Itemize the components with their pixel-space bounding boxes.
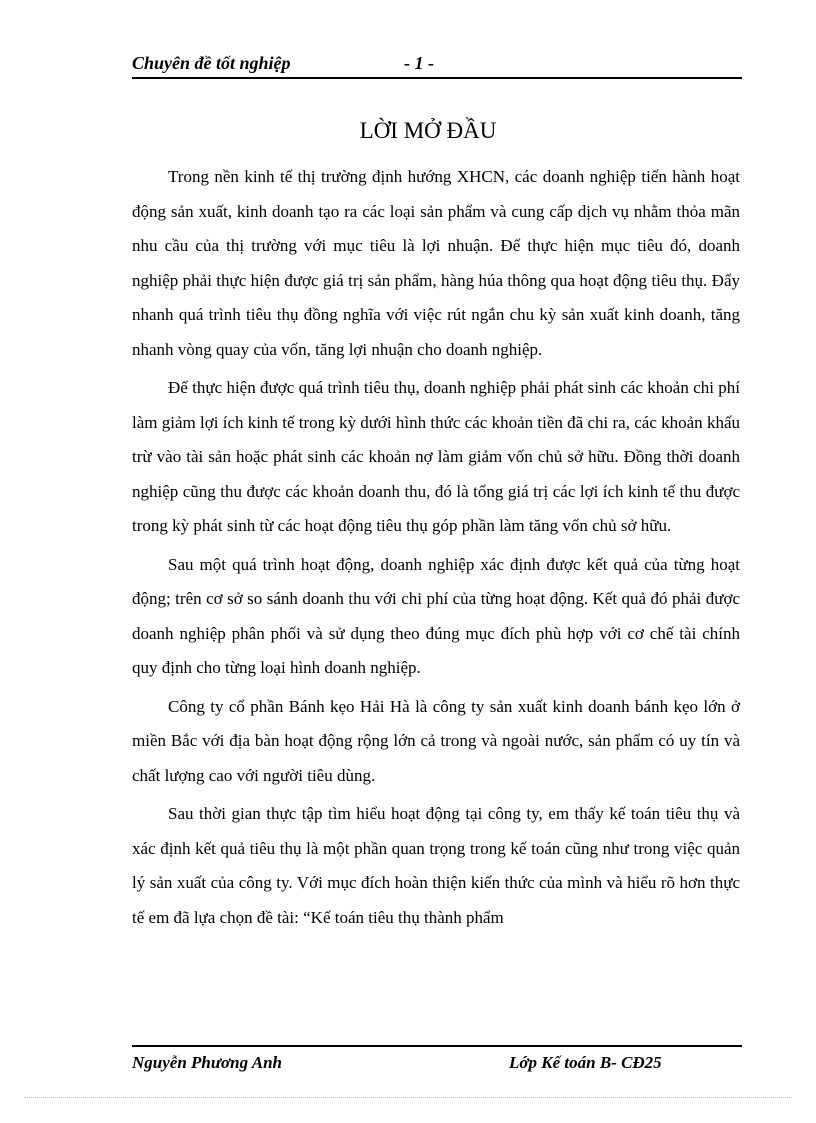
document-body (132, 160, 740, 939)
page-bottom-divider (24, 1097, 792, 1098)
paragraph-2: Để thực hiện được quá trình tiêu thụ, doanh nghiệp phải phát sinh các khoản chi phí làm giảm lợi ích kinh tế trong kỳ dưới hình thức các khoản tiền đã chi ra, các khoản khấu trừ vào tài sản hoặc phát sinh các khoản nợ làm giảm vốn chủ sở hữu. Đồng thời doanh nghiệp cũng thu được các khoản doanh thu, đó là tổng giá trị các lợi ích kinh tế thu được trong kỳ phát sinh từ các hoạt động tiêu thụ góp phần làm tăng vốn chủ sở hữu. (132, 378, 740, 535)
page-footer (132, 1045, 742, 1077)
page-title: LỜI MỞ ĐẦU (359, 118, 497, 143)
footer-class: Lớp Kế toán B- CĐ25 (509, 1053, 662, 1072)
page-number: - 1 - (404, 53, 434, 73)
header-title: Chuyên đề tốt nghiệp (132, 53, 291, 73)
paragraph-5: Sau thời gian thực tập tìm hiểu hoạt động tại công ty, em thấy kế toán tiêu thụ và xác định kết quả tiêu thụ là một phần quan trọng trong kế toán cũng như trong việc quản lý sản xuất của công ty. Với mục đích hoàn thiện kiến thức của mình và hiểu rõ hơn thực tế em đã lựa chọn đề tài: “Kế toán tiêu thụ thành phẩm (132, 804, 740, 927)
footer-author: Nguyễn Phương Anh (132, 1053, 282, 1072)
paragraph-1: Trong nền kinh tế thị trường định hướng XHCN, các doanh nghiệp tiến hành hoạt động sản xuất, kinh doanh tạo ra các loại sản phẩm và cung cấp dịch vụ nhằm thỏa mãn nhu cầu của thị trường với mục tiêu là lợi nhuận. Để thực hiện mục tiêu đó, doanh nghiệp phải thực hiện được giá trị sản phẩm, hàng húa thông qua hoạt động tiêu thụ. Đẩy nhanh quá trình tiêu thụ đồng nghĩa với việc rút ngắn chu kỳ sản xuất kinh doanh, tăng nhanh vòng quay của vốn, tăng lợi nhuận cho doanh nghiệp. (132, 167, 740, 359)
paragraph-3: Sau một quá trình hoạt động, doanh nghiệp xác định được kết quả của từng hoạt động; trên cơ sở so sánh doanh thu với chi phí của từng hoạt động. Kết quả đó phải được doanh nghiệp phân phối và sử dụng theo đúng mục đích phù hợp với cơ chế tài chính quy định cho từng loại hình doanh nghiệp. (132, 554, 740, 677)
paragraph-4: Công ty cổ phần Bánh kẹo Hải Hà là công ty sản xuất kinh doanh bánh kẹo lớn ở miền Bắc với địa bàn hoạt động rộng lớn cả trong và ngoài nước, sản phẩm có uy tín và chất lượng cao với người tiêu dùng. (132, 696, 740, 785)
page-header (132, 51, 742, 79)
